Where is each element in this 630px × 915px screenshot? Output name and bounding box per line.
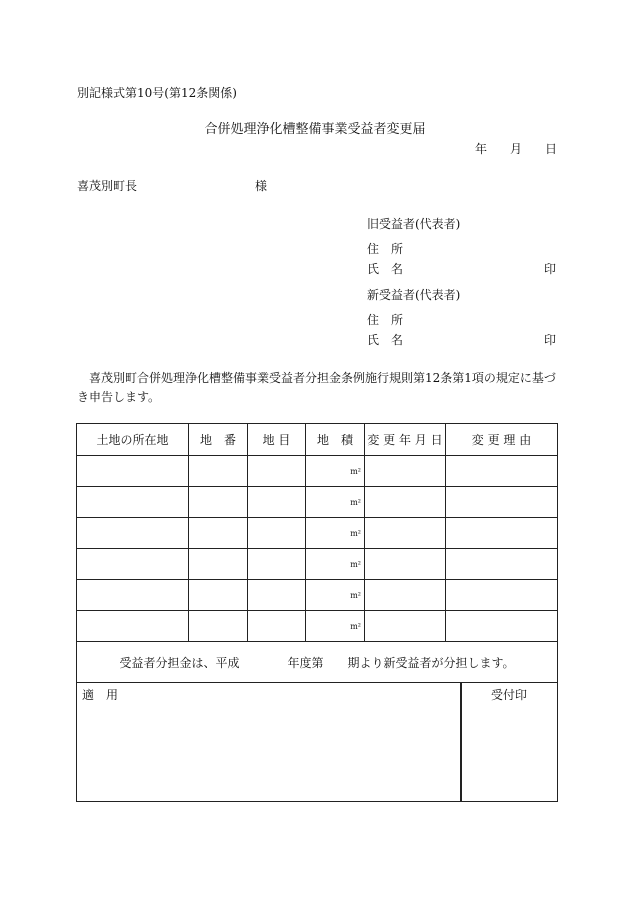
cell-land-category[interactable]: [248, 487, 306, 518]
new-beneficiary-heading: 新受益者(代表者): [367, 288, 461, 302]
cell-change-reason[interactable]: [446, 456, 558, 487]
cell-change-date[interactable]: [365, 518, 446, 549]
date-year-label: 年: [475, 142, 488, 156]
cell-land-category[interactable]: [248, 611, 306, 642]
table-row: [77, 456, 558, 487]
cell-area[interactable]: m²: [306, 611, 365, 642]
cell-lot-number[interactable]: [189, 487, 248, 518]
date-month-label: 月: [510, 142, 523, 156]
cell-land-category[interactable]: [248, 456, 306, 487]
statement-line-1: 喜茂別町合併処理浄化槽整備事業受益者分担金条例施行規則第12条第1項の規定に基づ: [89, 371, 556, 385]
cell-location[interactable]: [77, 580, 189, 611]
col-header-change-reason: 変 更 理 由: [446, 424, 558, 456]
form-title: 合併処理浄化槽整備事業受益者変更届: [204, 122, 426, 137]
statement-line-2: き申告します。: [77, 390, 161, 404]
form-number: 別記様式第10号(第12条関係): [77, 86, 237, 100]
cell-lot-number[interactable]: [189, 549, 248, 580]
table-row: [77, 580, 558, 611]
cost-share-notice: 受益者分担金は、平成 年度第 期より新受益者が分担します。: [77, 642, 558, 683]
col-header-area: 地 積: [306, 424, 365, 456]
cell-area[interactable]: m²: [306, 487, 365, 518]
table-header-row: [77, 424, 558, 456]
cell-land-category[interactable]: [248, 580, 306, 611]
old-address-label: 住 所: [367, 242, 404, 256]
notice-row: [77, 642, 558, 683]
table-row: [77, 611, 558, 642]
table-row: [77, 518, 558, 549]
cell-land-category[interactable]: [248, 518, 306, 549]
cell-location[interactable]: [77, 487, 189, 518]
cell-location[interactable]: [77, 518, 189, 549]
col-header-land-category: 地 目: [248, 424, 306, 456]
cell-lot-number[interactable]: [189, 580, 248, 611]
cell-change-reason[interactable]: [446, 580, 558, 611]
cell-change-reason[interactable]: [446, 611, 558, 642]
date-day-label: 日: [545, 142, 558, 156]
col-header-change-date: 変 更 年 月 日: [365, 424, 446, 456]
addressee-name: 喜茂別町長: [77, 179, 138, 193]
cell-area[interactable]: m²: [306, 518, 365, 549]
remarks-box[interactable]: [76, 682, 462, 802]
land-table: [76, 423, 558, 683]
col-header-lot-number: 地 番: [189, 424, 248, 456]
cell-area[interactable]: m²: [306, 549, 365, 580]
receipt-stamp-label: 受付印: [490, 688, 527, 702]
new-name-label: 氏 名: [367, 333, 404, 347]
cell-change-date[interactable]: [365, 580, 446, 611]
cell-location[interactable]: [77, 611, 189, 642]
cell-change-reason[interactable]: [446, 549, 558, 580]
cell-change-reason[interactable]: [446, 518, 558, 549]
col-header-location: 土地の所在地: [77, 424, 189, 456]
addressee-suffix: 様: [255, 179, 268, 193]
cell-change-reason[interactable]: [446, 487, 558, 518]
cell-lot-number[interactable]: [189, 456, 248, 487]
old-name-label: 氏 名: [367, 262, 404, 276]
cell-change-date[interactable]: [365, 611, 446, 642]
cell-lot-number[interactable]: [189, 518, 248, 549]
cell-lot-number[interactable]: [189, 611, 248, 642]
old-beneficiary-heading: 旧受益者(代表者): [367, 217, 461, 231]
cell-area[interactable]: m²: [306, 456, 365, 487]
remarks-label: 適 用: [82, 688, 119, 702]
cell-area[interactable]: m²: [306, 580, 365, 611]
table-row: [77, 549, 558, 580]
cell-location[interactable]: [77, 549, 189, 580]
new-address-label: 住 所: [367, 313, 404, 327]
table-row: [77, 487, 558, 518]
cell-land-category[interactable]: [248, 549, 306, 580]
cell-change-date[interactable]: [365, 549, 446, 580]
receipt-stamp-box: [460, 682, 558, 802]
cell-location[interactable]: [77, 456, 189, 487]
old-seal-mark: 印: [544, 262, 557, 276]
cell-change-date[interactable]: [365, 456, 446, 487]
new-seal-mark: 印: [544, 333, 557, 347]
cell-change-date[interactable]: [365, 487, 446, 518]
